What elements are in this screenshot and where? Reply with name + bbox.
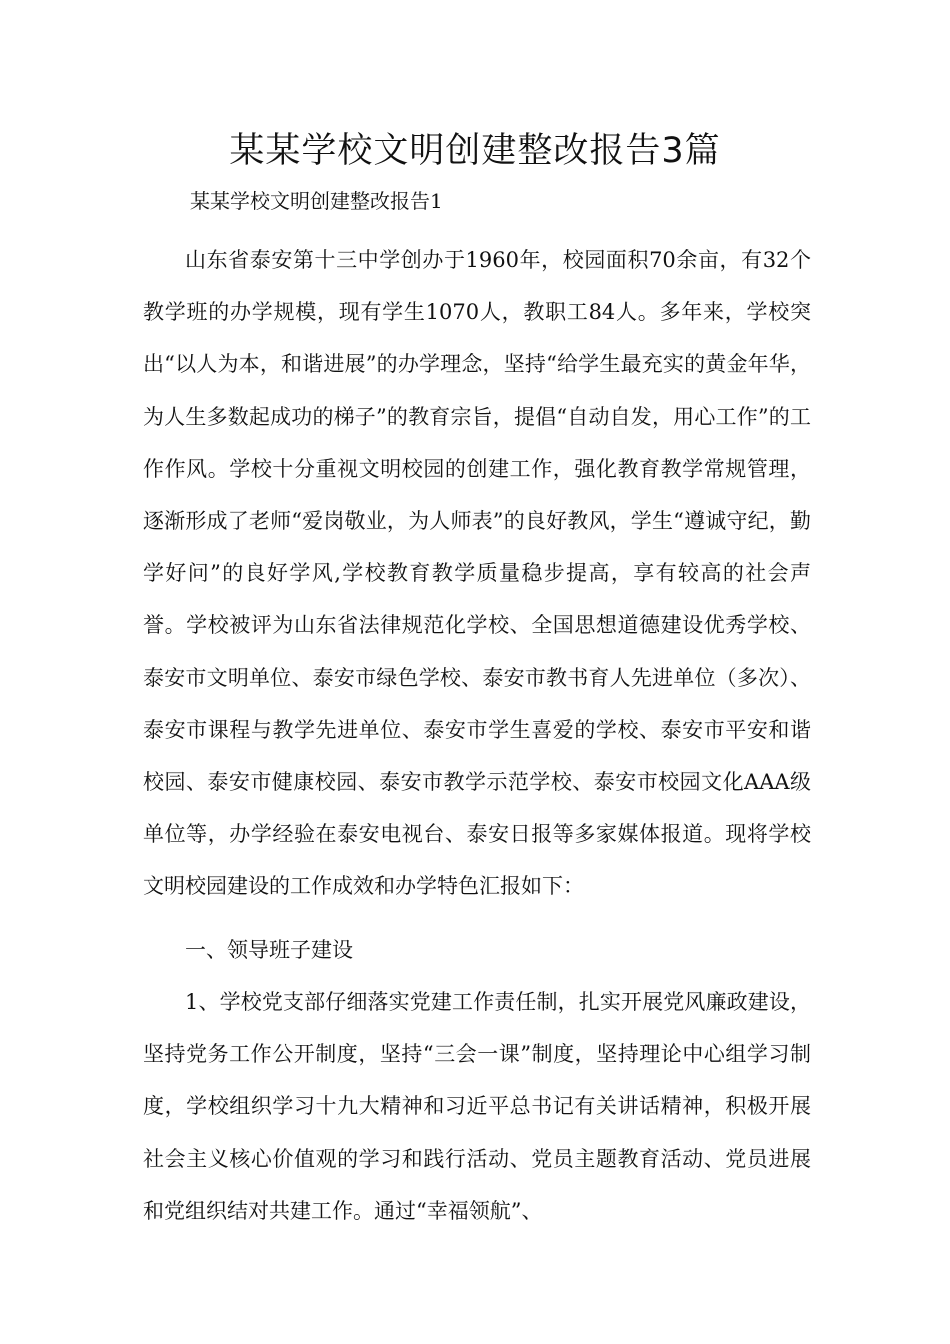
document-title: 某某学校文明创建整改报告3篇 [229,131,721,171]
paragraph-section-1: 1、学校党支部仔细落实党建工作责任制，扎实开展党风廉政建设，坚持党务工作公开制度，坚持“三会一课”制度，坚持理论中心组学习制度，学校组织学习十九大精神和习近平总书记有关讲话精神，积极开展社会主义核心价值观的学习和践行活动、党员主题教育活动、党员进展和党组织结对共建工作。通过“幸福领航”、 [143,990,811,1223]
section-heading: 一、领导班子建设 [185,938,353,962]
paragraph-intro: 山东省泰安第十三中学创办于1960年，校园面积70余亩，有32个教学班的办学规模，现有学生1070人，教职工84人。多年来，学校突出“以人为本，和谐进展”的办学理念，坚持“给学生最充实的黄金年华，为人生多数起成功的梯子”的教育宗旨，提倡“自动自发，用心工作”的工作作风。学校十分重视文明校园的创建工作，强化教育教学常规管理，逐渐形成了老师“爱岗敬业，为人师表”的良好教风，学生“遵诚守纪，勤学好问”的良好学风,学校教育教学质量稳步提高，享有较高的社会声誉。学校被评为山东省法律规范化学校、全国思想道德建设优秀学校、泰安市文明单位、泰安市绿色学校、泰安市教书育人先进单位（多次）、泰安市课程与教学先进单位、泰安市学生喜爱的学校、泰安市平安和谐校园、泰安市健康校园、泰安市教学示范学校、泰安市校园文化AAA级单位等，办学经验在泰安电视台、泰安日报等多家媒体报道。现将学校文明校园建设的工作成效和办学特色汇报如下： [143,248,811,899]
document-subtitle: 某某学校文明创建整改报告1 [190,189,443,213]
